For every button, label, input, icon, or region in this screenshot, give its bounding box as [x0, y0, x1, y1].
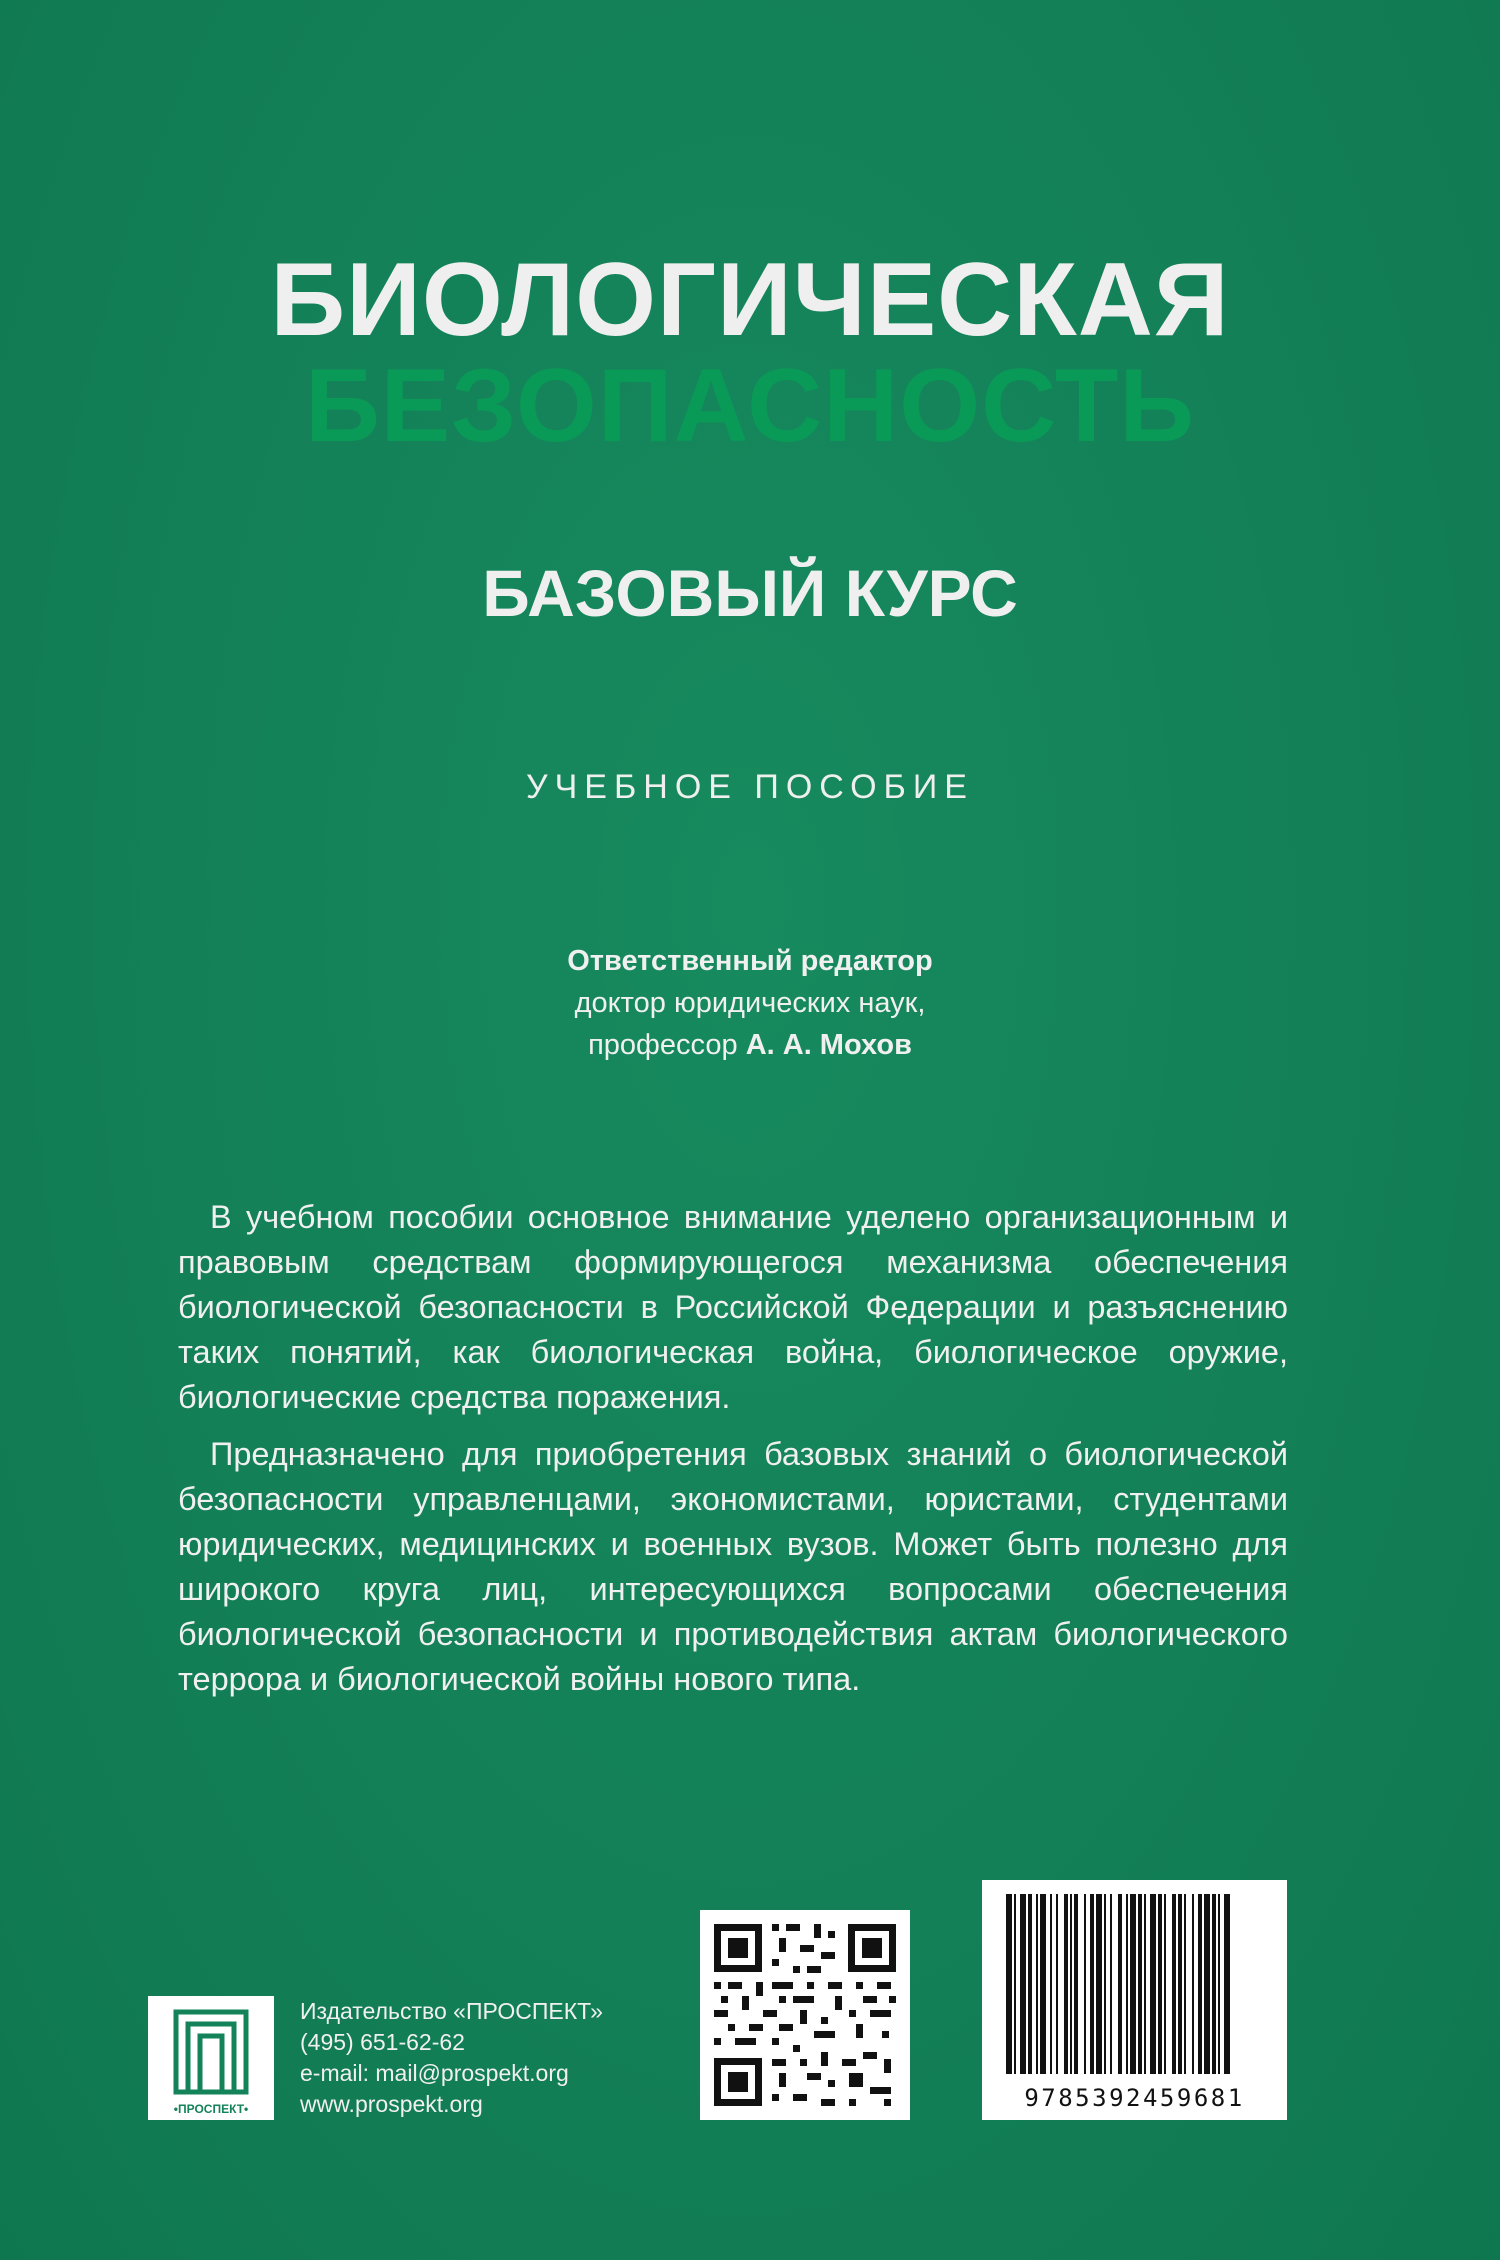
publisher-info — [300, 1996, 603, 2120]
editor-title-line — [0, 1024, 1500, 1066]
barcode-bar — [1144, 1894, 1146, 2074]
barcode-bar — [1090, 1894, 1094, 2074]
editor-title: профессор — [588, 1029, 738, 1061]
barcode-bar — [1130, 1894, 1136, 2074]
barcode-bar — [1074, 1894, 1078, 2074]
editor-block — [0, 940, 1500, 1066]
barcode-bar — [1192, 1894, 1194, 2074]
publication-kind: УЧЕБНОЕ ПОСОБИЕ — [526, 768, 974, 806]
barcode-bar — [1104, 1894, 1106, 2074]
barcode-bar — [1178, 1894, 1182, 2074]
barcode-bar — [1020, 1894, 1026, 2074]
isbn-digits: 9785392459681 — [1024, 2084, 1245, 2112]
barcode-bar — [1096, 1894, 1102, 2074]
barcode-bar — [1050, 1894, 1052, 2074]
title-line-1: БИОЛОГИЧЕСКАЯ — [270, 242, 1230, 358]
barcode-bar — [1184, 1894, 1186, 2074]
publisher-name: Издательство «ПРОСПЕКТ» — [300, 1998, 603, 2024]
qr-code-icon — [700, 1910, 910, 2120]
barcode-bar — [1064, 1894, 1068, 2074]
barcode-bar — [1036, 1894, 1038, 2074]
barcode-bar — [1014, 1894, 1016, 2074]
barcode-bar — [1164, 1894, 1166, 2074]
barcode-bar — [1110, 1894, 1112, 2074]
barcode-bar — [1070, 1894, 1072, 2074]
barcode-bar — [1028, 1894, 1032, 2074]
barcode-bar — [1118, 1894, 1122, 2074]
barcode-bar — [1150, 1894, 1156, 2074]
editor-degree: доктор юридических наук, — [574, 987, 926, 1019]
barcode-bar — [1126, 1894, 1128, 2074]
annotation-paragraph-1: В учебном пособии основное внимание уделено организационным и правовым средствам формирующегося механизма обеспечения биологической безопасности в Российской Федерации и разъяснению таких понятий, как биологическая война, биологическое оружие, биологические средства поражения. — [178, 1199, 1288, 1415]
barcode-bar — [1204, 1894, 1210, 2074]
subtitle: БАЗОВЫЙ КУРС — [482, 556, 1018, 630]
barcode-bar — [1138, 1894, 1142, 2074]
publisher-email: e-mail: mail@prospekt.org — [300, 2060, 569, 2086]
publisher-website: www.prospekt.org — [300, 2091, 483, 2117]
barcode-bar — [1040, 1894, 1046, 2074]
annotation-paragraph-2: Предназначено для приобретения базовых знаний о биологической безопасности управленцами, экономистами, юристами, студентами юридических, медицинских и военных вузов. Может быть полезно для широкого круга лиц, интересующихся вопросами обеспечения биологической безопасности и противодействия актам биологического террора и биологической войны нового типа. — [178, 1436, 1288, 1697]
barcode-bar — [1056, 1894, 1058, 2074]
annotation — [178, 1195, 1288, 1714]
barcode-bar — [1172, 1894, 1176, 2074]
barcode-bar — [1006, 1894, 1012, 2074]
publisher-logo-label: •ПРОСПЕКТ• — [173, 2102, 249, 2116]
title-line-2: БЕЗОПАСНОСТЬ — [305, 348, 1195, 464]
editor-name: А. А. Мохов — [745, 1029, 912, 1061]
barcode-bar — [1084, 1894, 1086, 2074]
barcode-bar — [1218, 1894, 1220, 2074]
publisher-phone: (495) 651-62-62 — [300, 2029, 465, 2055]
barcode-bar — [1212, 1894, 1216, 2074]
isbn-barcode — [982, 1880, 1287, 2120]
editor-role: Ответственный редактор — [567, 945, 933, 977]
barcode-bar — [1198, 1894, 1202, 2074]
publisher-logo-icon — [148, 1996, 274, 2120]
barcode-bar — [1158, 1894, 1162, 2074]
barcode-bar — [1224, 1894, 1230, 2074]
